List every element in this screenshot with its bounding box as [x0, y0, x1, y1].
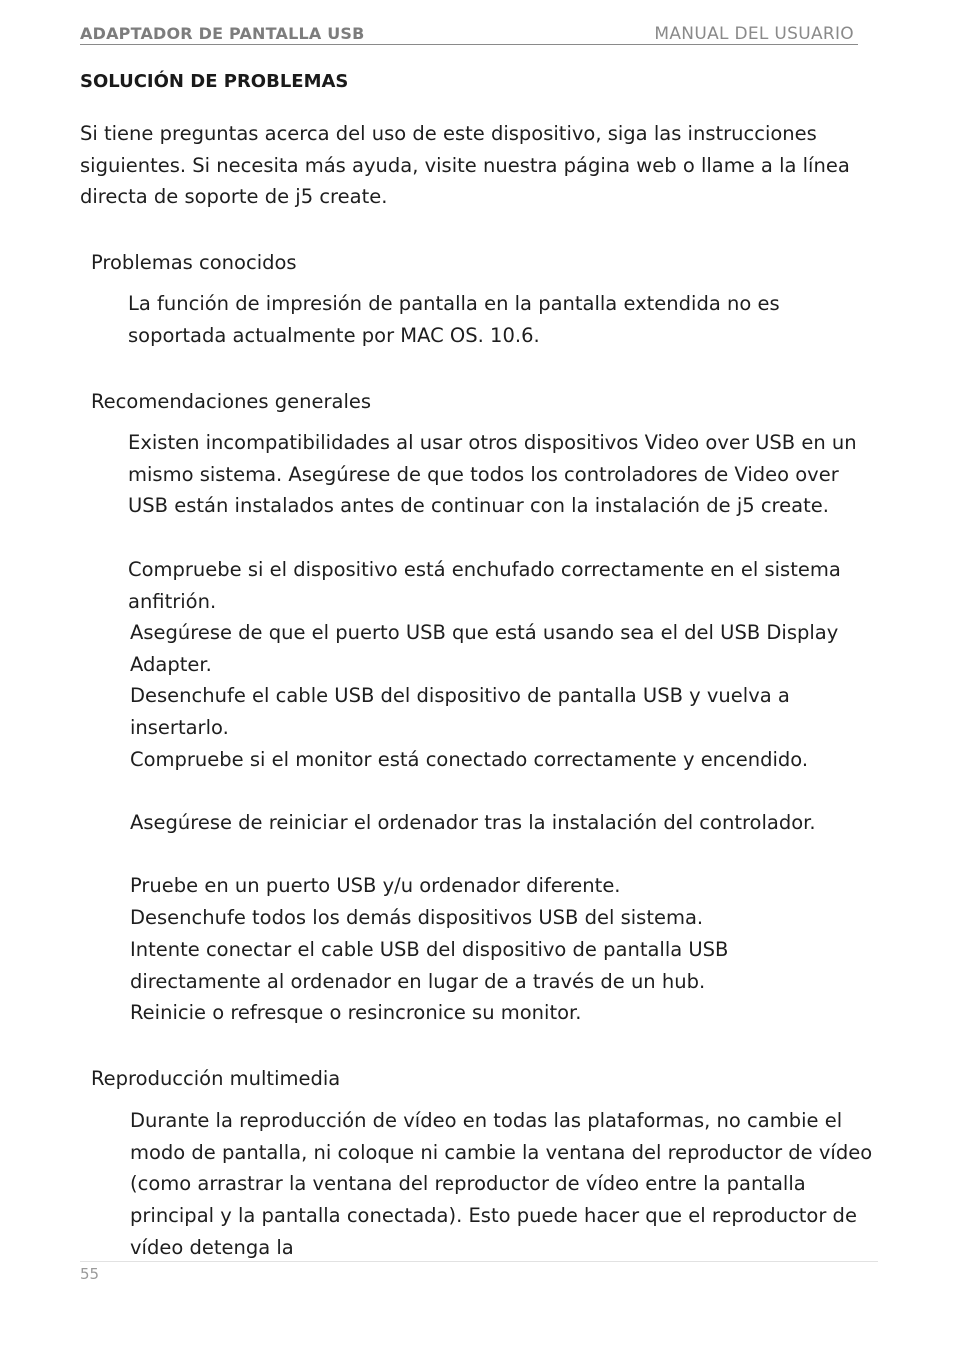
recommendation-item: Asegúrese de reiniciar el ordenador tras la instalación del controlador.	[130, 811, 816, 834]
header-product-title: ADAPTADOR DE PANTALLA USB	[80, 24, 365, 43]
intro-paragraph: Si tiene preguntas acerca del uso de este dispositivo, siga las instrucciones siguientes. Si necesita más ayuda, visite nuestra página web o llame a la línea directa de soporte de j5 create.	[80, 122, 850, 209]
recommendation-item: Desenchufe todos los demás dispositivos USB del sistema.	[130, 906, 704, 929]
recommendation-item: Pruebe en un puerto USB y/u ordenador diferente.	[130, 874, 621, 897]
recommendation-item: Existen incompatibilidades al usar otros dispositivos Video over USB en un mismo sistema. Asegúrese de que todos los controladores de Video over USB están instalados antes de continuar con la instalación de j5 create.	[128, 431, 857, 518]
multimedia-item: Durante la reproducción de vídeo en todas las plataformas, no cambie el modo de pantalla, ni coloque ni cambie la ventana del reproductor de vídeo (como arrastrar la ventana del reproductor de vídeo entre la pantalla principal y la pantalla conectada). Esto puede hacer que el reproductor de vídeo detenga la	[130, 1109, 873, 1259]
known-issue-item: La función de impresión de pantalla en la pantalla extendida no es soportada actualmente por MAC OS. 10.6.	[128, 292, 780, 347]
recommendation-item: Compruebe si el monitor está conectado correctamente y encendido.	[130, 748, 809, 771]
page-number: 55	[80, 1265, 100, 1283]
subheading-general-recommendations: Recomendaciones generales	[91, 390, 372, 413]
recommendation-item: Asegúrese de que el puerto USB que está usando sea el del USB Display Adapter.	[130, 621, 839, 676]
subheading-known-issues: Problemas conocidos	[91, 251, 297, 274]
subheading-multimedia-playback: Reproducción multimedia	[91, 1067, 341, 1090]
section-title: SOLUCIÓN DE PROBLEMAS	[80, 71, 349, 92]
running-header	[80, 22, 858, 45]
footer-divider	[80, 1261, 878, 1262]
recommendation-item: Intente conectar el cable USB del dispositivo de pantalla USB directamente al ordenador en lugar de a través de un hub.	[130, 938, 729, 993]
recommendation-item: Desenchufe el cable USB del dispositivo de pantalla USB y vuelva a insertarlo.	[130, 684, 790, 739]
header-manual-title: MANUAL DEL USUARIO	[654, 24, 854, 44]
recommendation-item: Reinicie o refresque o resincronice su monitor.	[130, 1001, 582, 1024]
recommendation-item: Compruebe si el dispositivo está enchufado correctamente en el sistema anfitrión.	[128, 558, 841, 613]
